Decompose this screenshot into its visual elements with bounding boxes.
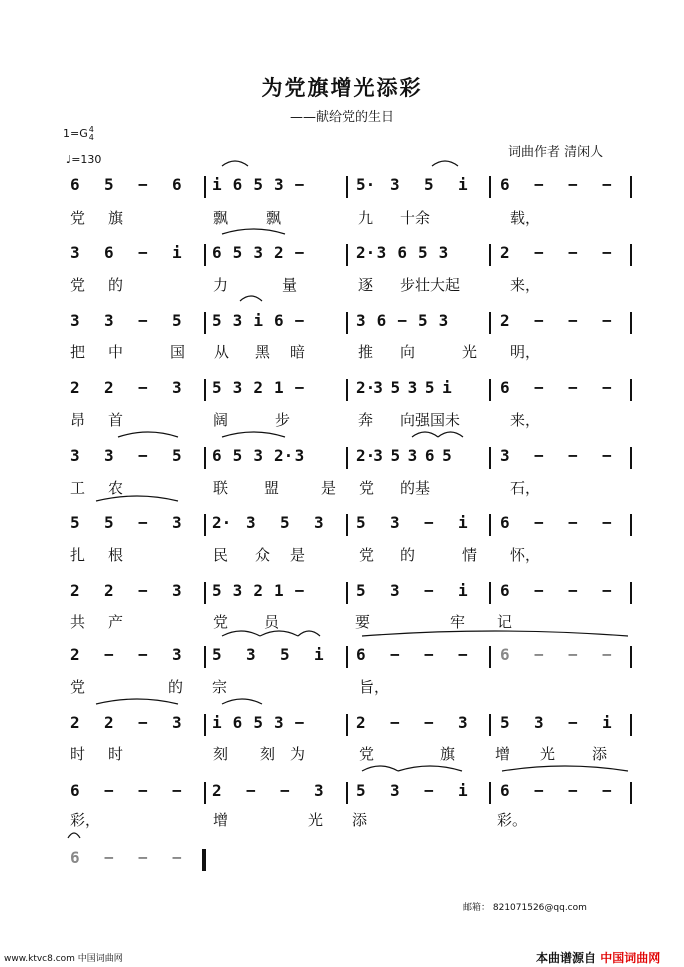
note: − <box>602 311 612 330</box>
lyric-syllable: 刻 <box>260 745 276 763</box>
note: 5 <box>390 378 401 397</box>
note: − <box>424 645 434 664</box>
note: 2 <box>356 713 366 732</box>
note: 3 <box>373 446 383 465</box>
lyric-syllable: 时 <box>70 745 86 763</box>
note: 5 <box>424 378 435 397</box>
key-label: 1=G <box>63 127 88 140</box>
lyric-syllable: 党 <box>359 745 375 763</box>
note: − <box>294 581 305 600</box>
lyric-syllable: 光 <box>308 811 324 829</box>
lyric-syllable: 牢 <box>450 613 466 631</box>
lyric-syllable: 的基 <box>400 479 431 497</box>
note: 2 <box>104 713 114 732</box>
note: 5 <box>253 175 263 194</box>
lyric-syllable: 情 <box>462 546 478 564</box>
note: 5 <box>172 446 182 465</box>
note: 3 <box>458 713 468 732</box>
note: 2 <box>104 378 114 397</box>
slur <box>222 229 285 234</box>
lyric-syllable: 为 <box>290 745 306 763</box>
note: − <box>424 781 434 800</box>
note: 6 <box>70 848 80 867</box>
note: 6 <box>500 645 510 664</box>
note: 6 <box>397 243 407 262</box>
note: − <box>138 446 148 465</box>
lyric-syllable: 石， <box>510 479 541 497</box>
lyric-syllable: 产 <box>108 613 124 631</box>
slur <box>96 496 178 501</box>
note: 5 <box>417 311 428 330</box>
note: 3 <box>70 311 80 330</box>
song-title: 为党旗增光添彩 <box>261 76 423 100</box>
note: − <box>397 311 407 330</box>
note: 3 <box>232 311 243 330</box>
lyric-syllable: 彩。 <box>497 811 528 829</box>
note: − <box>172 781 182 800</box>
note: − <box>602 175 612 194</box>
note: − <box>424 713 434 732</box>
note: − <box>246 781 256 800</box>
note: 5 <box>232 243 243 262</box>
note: 5 <box>280 513 290 532</box>
note: i <box>458 581 468 600</box>
note: 5 <box>70 513 80 532</box>
note: 3 <box>438 311 449 330</box>
note: − <box>138 378 148 397</box>
note: 3 <box>373 378 383 397</box>
composer-credit: 词曲作者 清闲人 <box>508 145 604 160</box>
footer-site: www.ktvc8.com 中国词曲网 <box>4 954 123 964</box>
note: 3 <box>314 781 324 800</box>
lyric-syllable: 飘 <box>213 209 229 227</box>
lyric-syllable: 中 <box>108 343 124 361</box>
note: 5 <box>253 713 263 732</box>
note: 3 <box>356 311 366 330</box>
lyric-syllable: 向 <box>400 343 416 361</box>
note: − <box>568 446 578 465</box>
note: 5 <box>212 645 222 664</box>
note: − <box>534 311 544 330</box>
note: 3 <box>376 243 387 262</box>
note: − <box>280 781 290 800</box>
lyric-syllable: 党 <box>70 209 86 227</box>
note: − <box>534 781 544 800</box>
lyric-syllable: 昂 <box>70 411 86 429</box>
note: 2· <box>356 446 376 465</box>
note: − <box>390 713 400 732</box>
note: 6 <box>424 446 435 465</box>
lyric-syllable: 来， <box>510 411 541 429</box>
lyric-syllable: 时 <box>108 745 124 763</box>
footer-source-site: 中国词曲网 <box>600 951 661 965</box>
note: i <box>458 781 468 800</box>
note: 3 <box>534 713 544 732</box>
lyric-syllable: 量 <box>282 276 298 294</box>
lyric-syllable: 是 <box>290 546 306 564</box>
note: 3 <box>273 713 284 732</box>
note: 3 <box>407 446 418 465</box>
note: − <box>568 645 578 664</box>
note: 2 <box>104 581 114 600</box>
note: 5 <box>356 781 366 800</box>
note: i <box>458 513 468 532</box>
note: − <box>534 243 544 262</box>
tempo-marking: ♩=130 <box>66 153 102 166</box>
lyric-syllable: 彩， <box>70 811 101 829</box>
note: 2· <box>273 446 294 465</box>
note: 5 <box>424 175 434 194</box>
note: 5 <box>104 175 114 194</box>
lyric-syllable: 逐 <box>358 276 374 294</box>
note: 2 <box>500 311 510 330</box>
note: 5 <box>417 243 428 262</box>
note: − <box>602 243 612 262</box>
note: − <box>390 645 400 664</box>
lyric-syllable: 民 <box>213 546 229 564</box>
note: 5 <box>356 581 366 600</box>
lyric-syllable: 添 <box>592 745 608 763</box>
slur <box>412 432 438 437</box>
slur <box>502 766 628 771</box>
lyric-syllable: 九 <box>358 209 374 227</box>
lyric-syllable: 飘 <box>266 209 282 227</box>
note: − <box>534 645 544 664</box>
note: − <box>602 446 612 465</box>
note: 3 <box>500 446 510 465</box>
lyric-syllable: 向强国未 <box>400 411 461 429</box>
note: − <box>534 513 544 532</box>
lyric-syllable: 步壮大起 <box>400 276 461 294</box>
note: − <box>534 446 544 465</box>
note: 6 <box>376 311 387 330</box>
note: − <box>568 513 578 532</box>
note: 3 <box>253 243 263 262</box>
note: 6 <box>212 243 222 262</box>
note: − <box>534 378 544 397</box>
note: 2 <box>500 243 510 262</box>
contact-email: 邮箱： 821071526@qq.com <box>463 903 587 913</box>
note: − <box>424 513 434 532</box>
note: 2· <box>212 513 232 532</box>
note: 2· <box>356 378 376 397</box>
note: 2 <box>70 713 80 732</box>
lyric-syllable: 众 <box>255 546 271 564</box>
note: − <box>602 781 612 800</box>
note: 3 <box>438 243 449 262</box>
note: − <box>568 581 578 600</box>
note: − <box>294 243 305 262</box>
note: i <box>253 311 263 330</box>
lyric-syllable: 党 <box>359 479 375 497</box>
note: − <box>458 645 468 664</box>
note: 6 <box>500 175 510 194</box>
note: 2 <box>70 581 80 600</box>
note: i <box>172 243 182 262</box>
lyric-syllable: 党 <box>213 613 229 631</box>
note: 2 <box>253 581 263 600</box>
note: 3 <box>390 581 400 600</box>
note: − <box>138 581 148 600</box>
note: 3 <box>273 175 284 194</box>
lyric-syllable: 力 <box>213 276 229 294</box>
lyric-syllable: 扎 <box>70 546 86 564</box>
note: 3 <box>390 513 400 532</box>
note: 3 <box>172 513 182 532</box>
lyric-syllable: 的 <box>168 678 184 696</box>
note: 5 <box>356 513 366 532</box>
note: 1 <box>273 581 284 600</box>
note: − <box>602 378 612 397</box>
note: − <box>138 713 148 732</box>
lyric-syllable: 添 <box>352 811 368 829</box>
note: − <box>138 243 148 262</box>
note: − <box>138 781 148 800</box>
slur <box>298 631 320 636</box>
note: 3 <box>104 446 114 465</box>
lyric-syllable: 阔 <box>213 411 229 429</box>
note: − <box>294 713 305 732</box>
note: 3 <box>172 378 182 397</box>
note: 5 <box>104 513 114 532</box>
note: 3 <box>172 713 182 732</box>
note: − <box>602 645 612 664</box>
note: − <box>138 645 148 664</box>
note: 6 <box>273 311 284 330</box>
lyric-syllable: 员 <box>264 613 280 631</box>
note: 5· <box>356 175 376 194</box>
lyric-syllable: 盟 <box>264 479 280 497</box>
lyric-syllable: 刻 <box>213 745 229 763</box>
note: − <box>294 311 305 330</box>
footer-source <box>536 949 660 966</box>
note: i <box>212 713 222 732</box>
lyric-syllable: 农 <box>108 479 124 497</box>
note: i <box>442 378 452 397</box>
note: 6 <box>232 713 243 732</box>
slur <box>432 161 458 166</box>
note: 3 <box>407 378 418 397</box>
note: − <box>104 848 114 867</box>
slur <box>362 766 398 771</box>
note: 2 <box>70 645 80 664</box>
lyric-syllable: 把 <box>70 343 86 361</box>
slur <box>96 699 178 704</box>
note: i <box>458 175 468 194</box>
lyric-syllable: 旗 <box>440 745 456 763</box>
note: 5 <box>212 378 222 397</box>
note: 6 <box>500 378 510 397</box>
slur <box>362 631 628 636</box>
slur <box>68 833 80 838</box>
note: 1 <box>273 378 284 397</box>
lyric-syllable: 从 <box>214 343 230 361</box>
note: 5 <box>500 713 510 732</box>
slur <box>438 432 463 437</box>
time-numerator: 4 <box>88 125 94 134</box>
lyric-syllable: 党 <box>70 276 86 294</box>
note: 3 <box>390 175 400 194</box>
note: − <box>104 645 114 664</box>
note: − <box>172 848 182 867</box>
note: 6 <box>500 581 510 600</box>
slur <box>260 631 298 636</box>
note: − <box>602 513 612 532</box>
lyric-syllable: 要 <box>355 613 371 631</box>
note: 3 <box>70 446 80 465</box>
note: − <box>104 781 114 800</box>
note: 6 <box>172 175 182 194</box>
lyric-syllable: 首 <box>108 411 124 429</box>
note: − <box>568 311 578 330</box>
note: 6 <box>104 243 114 262</box>
lyric-syllable: 光 <box>462 343 478 361</box>
note: 5 <box>212 311 222 330</box>
slur <box>222 699 262 704</box>
note: − <box>568 781 578 800</box>
note: 2 <box>70 378 80 397</box>
note: − <box>534 175 544 194</box>
note: − <box>138 513 148 532</box>
note: 5 <box>172 311 182 330</box>
note: i <box>212 175 222 194</box>
note: 5 <box>212 581 222 600</box>
lyric-syllable: 宗 <box>212 678 228 696</box>
note: − <box>138 175 148 194</box>
note: − <box>138 848 148 867</box>
note: − <box>424 581 434 600</box>
note: 3 <box>294 446 305 465</box>
note: 3 <box>253 446 263 465</box>
note: − <box>568 175 578 194</box>
note: − <box>294 378 305 397</box>
lyric-syllable: 记 <box>497 613 513 631</box>
note: − <box>568 378 578 397</box>
note: 5 <box>232 446 243 465</box>
lyric-syllable: 奔 <box>358 411 374 429</box>
time-denominator: 4 <box>88 133 94 142</box>
lyric-syllable: 怀， <box>510 546 541 564</box>
lyric-syllable: 根 <box>108 546 124 564</box>
lyric-syllable: 载， <box>510 209 541 227</box>
note: 6 <box>70 175 80 194</box>
note: 3 <box>232 581 243 600</box>
note: 5 <box>280 645 290 664</box>
note: 3 <box>172 581 182 600</box>
lyric-syllable: 来， <box>510 276 541 294</box>
note: 5 <box>442 446 452 465</box>
lyric-syllable: 十余 <box>400 209 431 227</box>
note: 3 <box>232 378 243 397</box>
song-subtitle: ——献给党的生日 <box>289 110 394 125</box>
slur <box>222 161 248 166</box>
lyric-syllable: 旗 <box>108 209 124 227</box>
note: − <box>568 243 578 262</box>
lyric-syllable: 推 <box>358 343 374 361</box>
note: − <box>294 175 305 194</box>
lyric-syllable: 旨， <box>359 678 390 696</box>
note: 2· <box>356 243 376 262</box>
lyric-syllable: 暗 <box>290 343 306 361</box>
slur <box>222 432 285 437</box>
slur <box>118 432 178 437</box>
lyric-syllable: 国 <box>170 343 186 361</box>
lyric-syllable: 党 <box>359 546 375 564</box>
note: 2 <box>253 378 263 397</box>
note: 3 <box>246 513 256 532</box>
note: 3 <box>390 781 400 800</box>
lyric-syllable: 工 <box>70 479 86 497</box>
note: i <box>602 713 612 732</box>
lyric-syllable: 的 <box>108 276 124 294</box>
lyric-syllable: 增 <box>495 745 511 763</box>
note: 6 <box>500 513 510 532</box>
note: 3 <box>314 513 324 532</box>
note: − <box>534 581 544 600</box>
note: − <box>568 713 578 732</box>
lyric-syllable: 联 <box>213 479 229 497</box>
lyric-syllable: 步 <box>275 411 291 429</box>
note: 2 <box>212 781 222 800</box>
note: 5 <box>390 446 401 465</box>
note: 6 <box>212 446 222 465</box>
note: 6 <box>70 781 80 800</box>
note: 6 <box>232 175 243 194</box>
lyric-syllable: 共 <box>70 613 86 631</box>
note: 6 <box>356 645 366 664</box>
lyric-syllable: 黑 <box>255 343 271 361</box>
note: − <box>138 311 148 330</box>
lyric-syllable: 是 <box>321 479 337 497</box>
slur <box>222 631 260 636</box>
note: − <box>602 581 612 600</box>
lyric-syllable: 明， <box>510 343 541 361</box>
lyric-syllable: 党 <box>70 678 86 696</box>
slur <box>398 766 462 771</box>
note: 3 <box>172 645 182 664</box>
lyric-syllable: 的 <box>400 546 416 564</box>
note: 6 <box>500 781 510 800</box>
note: 3 <box>104 311 114 330</box>
note: 3 <box>70 243 80 262</box>
slur <box>240 296 262 301</box>
note: 3 <box>246 645 256 664</box>
note: 2 <box>273 243 284 262</box>
footer-source-label: 本曲谱源自 <box>536 951 597 965</box>
lyric-syllable: 增 <box>213 811 229 829</box>
lyric-syllable: 光 <box>540 745 556 763</box>
note: i <box>314 645 324 664</box>
